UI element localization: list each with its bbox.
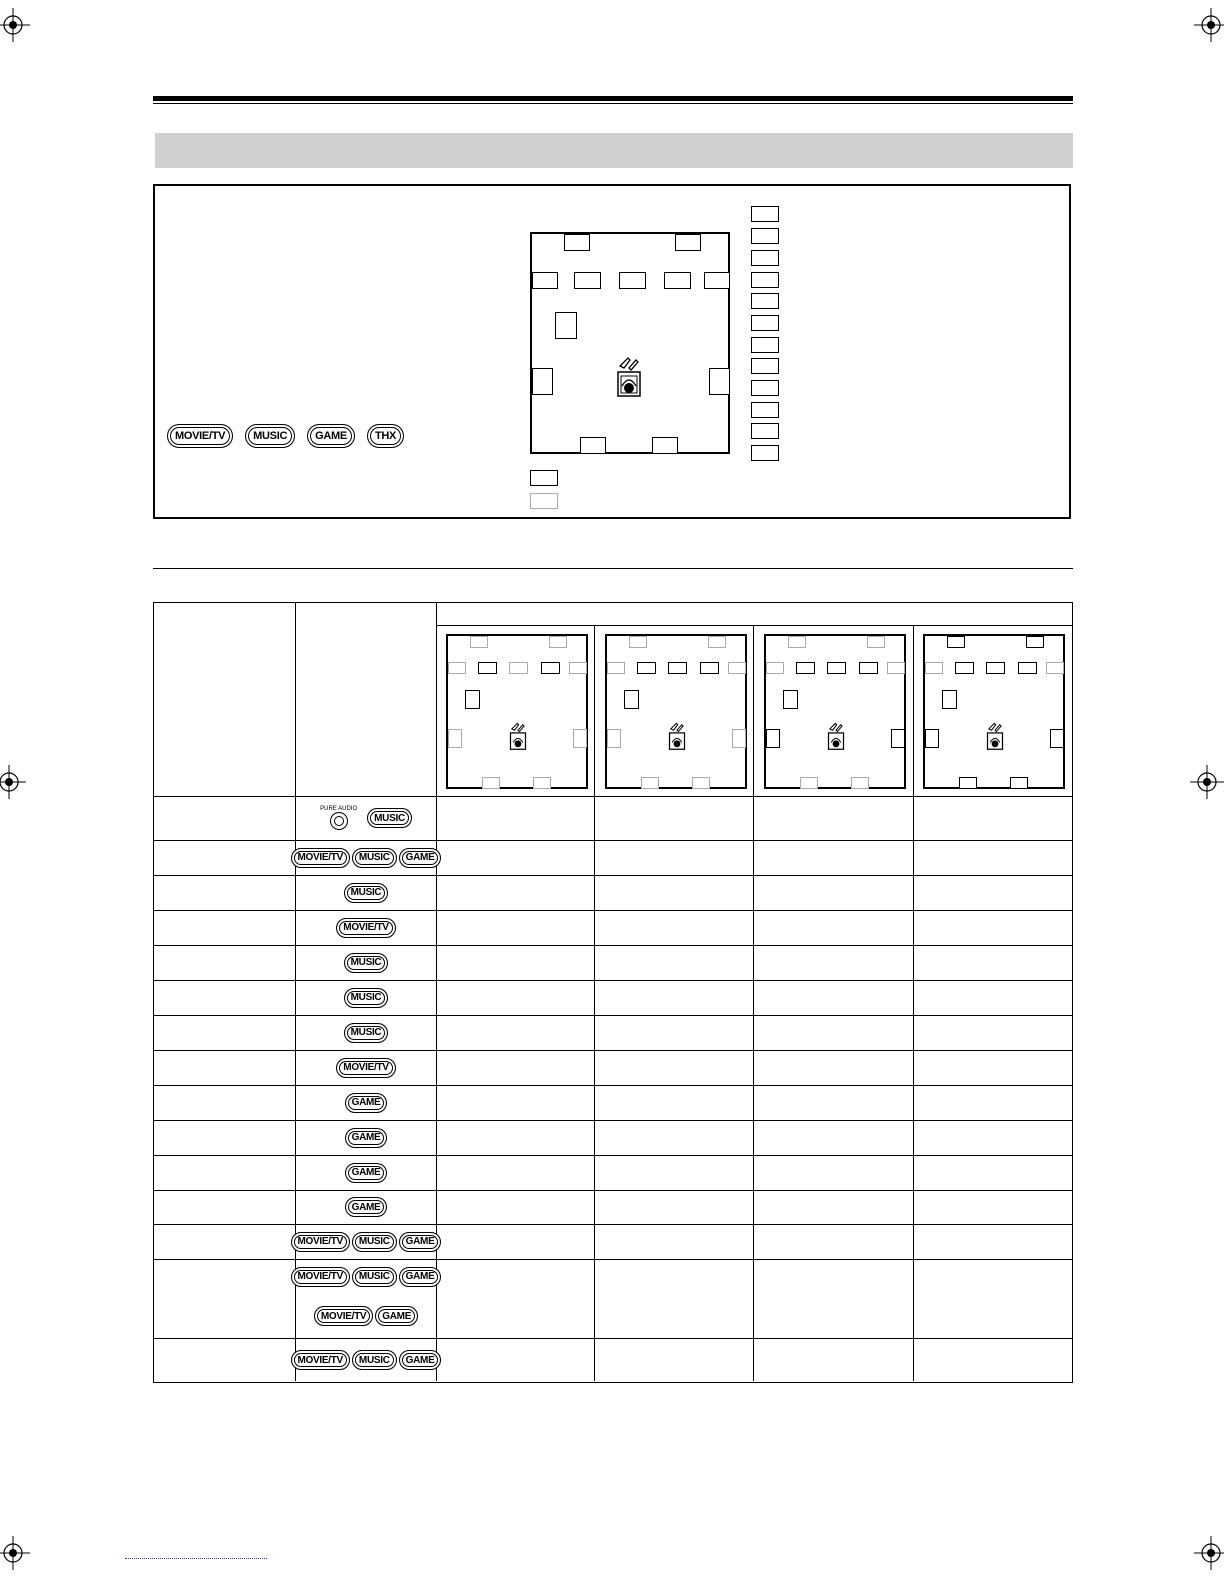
- front-wide-right-speaker: [728, 662, 746, 674]
- row-divider: [154, 1085, 1072, 1086]
- movie-tv-button[interactable]: MOVIE/TV: [291, 848, 350, 868]
- legend-mode-buttons: [167, 424, 404, 448]
- speaker-config-diagram: [764, 634, 906, 789]
- center-speaker: [986, 662, 1005, 674]
- header-rule-thin: [153, 103, 1073, 104]
- subwoofer: [942, 690, 957, 709]
- movie-tv-button[interactable]: MOVIE/TV: [291, 1350, 350, 1370]
- front-wide-right-speaker: [1046, 662, 1064, 674]
- mode-button-cell: [296, 1015, 436, 1050]
- mode-button-cell: [296, 980, 436, 1015]
- surround-left-speaker: [532, 368, 553, 395]
- row-divider: [154, 1120, 1072, 1121]
- game-button[interactable]: GAME: [307, 424, 355, 448]
- subwoofer: [783, 690, 798, 709]
- surround-right-speaker: [709, 368, 730, 395]
- game-button[interactable]: GAME: [375, 1306, 418, 1326]
- subwoofer: [555, 312, 577, 339]
- movie-tv-button[interactable]: MOVIE/TV: [336, 918, 395, 938]
- surround-right-speaker: [1050, 729, 1064, 748]
- surround-back-left-speaker: [482, 777, 500, 789]
- music-button[interactable]: MUSIC: [344, 953, 389, 973]
- row-divider: [154, 1015, 1072, 1016]
- front-right-speaker: [700, 662, 719, 674]
- game-button[interactable]: GAME: [345, 1093, 388, 1113]
- subwoofer: [624, 690, 639, 709]
- legend-key-square: [751, 423, 779, 439]
- mode-button-cell: [296, 1224, 436, 1259]
- mode-button-cell: [296, 1259, 436, 1294]
- mode-button-cell: [296, 1190, 436, 1224]
- front-high-left-speaker: [629, 636, 647, 648]
- music-button[interactable]: MUSIC: [352, 1267, 397, 1287]
- mode-button-cell: [296, 1155, 436, 1190]
- mode-button-cell: [296, 840, 436, 875]
- subwoofer: [465, 690, 480, 709]
- center-speaker: [619, 272, 646, 289]
- legend-key-square: [751, 315, 779, 331]
- mode-button-cell: [296, 1294, 436, 1338]
- front-high-right-speaker: [867, 636, 885, 648]
- surround-back-left-speaker: [580, 437, 606, 454]
- game-button[interactable]: GAME: [399, 1267, 442, 1287]
- registration-mark-icon: [1194, 8, 1224, 42]
- center-speaker: [509, 662, 528, 674]
- registration-mark-icon: [0, 8, 30, 42]
- legend-key-square: [751, 337, 779, 353]
- front-wide-left-speaker: [448, 662, 466, 674]
- front-high-right-speaker: [1026, 636, 1044, 648]
- game-button[interactable]: GAME: [399, 848, 442, 868]
- section-divider: [153, 568, 1073, 569]
- legend-key-square: [751, 293, 779, 309]
- registration-mark-icon: [1190, 765, 1224, 799]
- mode-button-cell: [296, 875, 436, 910]
- registration-mark-icon: [0, 765, 26, 799]
- front-high-right-speaker: [675, 234, 701, 251]
- center-speaker: [668, 662, 687, 674]
- row-divider: [154, 875, 1072, 876]
- surround-back-right-speaker: [851, 777, 869, 789]
- pure-audio-control: [320, 806, 357, 830]
- row-divider: [154, 1259, 1072, 1260]
- music-button[interactable]: MUSIC: [344, 1023, 389, 1043]
- mode-button-cell: [296, 945, 436, 980]
- row-divider: [154, 1155, 1072, 1156]
- row-divider: [154, 1050, 1072, 1051]
- front-wide-right-speaker: [704, 272, 730, 289]
- music-button[interactable]: MUSIC: [352, 1350, 397, 1370]
- movie-tv-button[interactable]: MOVIE/TV: [314, 1306, 373, 1326]
- front-left-speaker: [478, 662, 497, 674]
- legend-key-square: [751, 402, 779, 418]
- legend-key-square: [751, 445, 779, 461]
- center-speaker: [827, 662, 846, 674]
- listener-icon: [984, 722, 1006, 752]
- listener-icon: [666, 722, 688, 752]
- music-button[interactable]: MUSIC: [245, 424, 295, 448]
- listener-icon: [825, 722, 847, 752]
- music-button[interactable]: MUSIC: [344, 988, 389, 1008]
- surround-back-right-speaker: [533, 777, 551, 789]
- mode-button-cell: [296, 796, 436, 840]
- legend-key-square: [751, 358, 779, 374]
- surround-right-speaker: [732, 729, 746, 748]
- listener-icon: [507, 722, 529, 752]
- speaker-config-diagram: [605, 634, 747, 789]
- movie-tv-button[interactable]: MOVIE/TV: [167, 424, 233, 448]
- col-divider: [594, 625, 595, 1381]
- registration-mark-icon: [0, 1536, 30, 1570]
- front-high-left-speaker: [470, 636, 488, 648]
- music-button[interactable]: MUSIC: [352, 848, 397, 868]
- movie-tv-button[interactable]: MOVIE/TV: [291, 1267, 350, 1287]
- surround-back-left-speaker: [959, 777, 977, 789]
- mode-button-cell: [296, 910, 436, 945]
- thx-button[interactable]: THX: [367, 424, 404, 448]
- row-divider: [154, 1190, 1072, 1191]
- listener-icon: [614, 356, 644, 400]
- section-title-band: [155, 133, 1073, 168]
- surround-left-speaker: [448, 729, 462, 748]
- legend-key-square: [751, 380, 779, 396]
- front-high-left-speaker: [947, 636, 965, 648]
- surround-right-speaker: [573, 729, 587, 748]
- front-wide-right-speaker: [887, 662, 905, 674]
- mode-button-cell: [296, 1050, 436, 1085]
- legend-key-square: [751, 228, 779, 244]
- active-speaker-key: [530, 470, 558, 486]
- music-button[interactable]: MUSIC: [367, 808, 412, 828]
- movie-tv-button[interactable]: MOVIE/TV: [336, 1058, 395, 1078]
- legend-key-square: [751, 272, 779, 288]
- surround-back-right-speaker: [692, 777, 710, 789]
- front-wide-left-speaker: [607, 662, 625, 674]
- front-left-speaker: [796, 662, 815, 674]
- row-divider: [436, 625, 1072, 626]
- game-button[interactable]: GAME: [345, 1163, 388, 1183]
- col-divider: [436, 603, 437, 1381]
- surround-left-speaker: [607, 729, 621, 748]
- mode-button-cell: [296, 1338, 436, 1382]
- header-rule: [153, 96, 1073, 101]
- legend-key-square: [751, 206, 779, 222]
- speaker-config-diagram: [923, 634, 1065, 789]
- front-right-speaker: [664, 272, 691, 289]
- mode-button-cell: [296, 1120, 436, 1155]
- footer-link-line: [125, 1558, 267, 1560]
- front-left-speaker: [637, 662, 656, 674]
- speaker-layout-diagram: [530, 232, 730, 454]
- row-divider: [154, 1338, 1072, 1339]
- registration-mark-icon: [1194, 1536, 1224, 1570]
- front-high-right-speaker: [549, 636, 567, 648]
- surround-left-speaker: [925, 729, 939, 748]
- col-divider: [913, 625, 914, 1381]
- front-high-left-speaker: [788, 636, 806, 648]
- front-right-speaker: [1018, 662, 1037, 674]
- front-right-speaker: [541, 662, 560, 674]
- music-button[interactable]: MUSIC: [344, 883, 389, 903]
- inactive-speaker-key: [530, 493, 558, 509]
- front-wide-left-speaker: [766, 662, 784, 674]
- front-wide-left-speaker: [532, 272, 558, 289]
- front-wide-left-speaker: [925, 662, 943, 674]
- surround-back-right-speaker: [652, 437, 678, 454]
- front-high-left-speaker: [564, 234, 590, 251]
- game-button[interactable]: GAME: [399, 1350, 442, 1370]
- surround-right-speaker: [891, 729, 905, 748]
- game-button[interactable]: GAME: [345, 1128, 388, 1148]
- music-button[interactable]: MUSIC: [352, 1232, 397, 1252]
- row-divider: [154, 840, 1072, 841]
- col-divider: [753, 625, 754, 1381]
- row-divider: [154, 945, 1072, 946]
- surround-back-right-speaker: [1010, 777, 1028, 789]
- surround-back-left-speaker: [800, 777, 818, 789]
- pure-audio-label: PURE AUDIO: [320, 806, 358, 812]
- front-right-speaker: [859, 662, 878, 674]
- front-high-right-speaker: [708, 636, 726, 648]
- legend-key-square: [751, 250, 779, 266]
- front-left-speaker: [955, 662, 974, 674]
- row-divider: [154, 910, 1072, 911]
- row-divider: [154, 1224, 1072, 1225]
- surround-left-speaker: [766, 729, 780, 748]
- mode-button-cell: [296, 1085, 436, 1120]
- pure-audio-button[interactable]: [330, 812, 348, 830]
- front-left-speaker: [574, 272, 601, 289]
- row-divider: [154, 796, 1072, 797]
- front-wide-right-speaker: [569, 662, 587, 674]
- row-divider: [154, 980, 1072, 981]
- game-button[interactable]: GAME: [399, 1232, 442, 1252]
- game-button[interactable]: GAME: [345, 1197, 388, 1217]
- speaker-config-diagram: [446, 634, 588, 789]
- surround-back-left-speaker: [641, 777, 659, 789]
- movie-tv-button[interactable]: MOVIE/TV: [291, 1232, 350, 1252]
